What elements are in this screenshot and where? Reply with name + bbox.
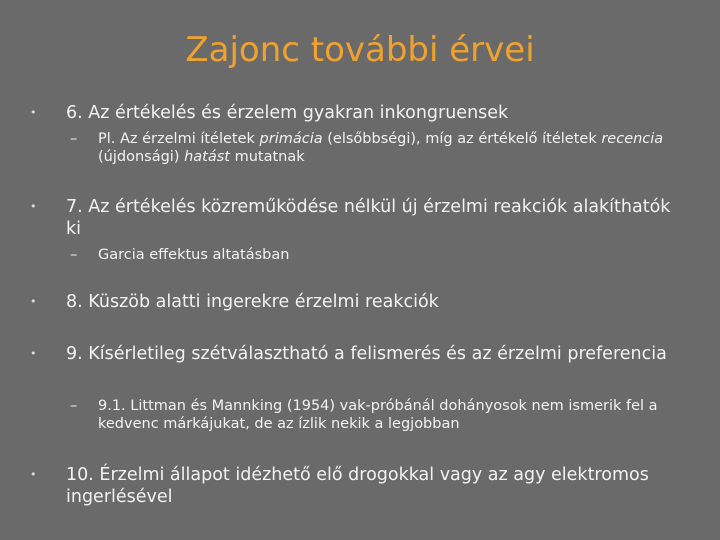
bullet-text: 10. Érzelmi állapot idézhető elő drogokkal vagy az agy elektromos ingerlésével <box>66 465 649 507</box>
bullet-item-10 <box>30 464 690 508</box>
bullet-icon: • <box>30 106 37 119</box>
sub-text: Pl. Az érzelmi ítéletek primácia (elsőbbségi), míg az értékelő ítéletek recencia (újdonsági) hatást mutatnak <box>98 131 664 165</box>
sub-item-6-1 <box>70 130 700 166</box>
bullet-icon: • <box>30 295 37 308</box>
sub-text: 9.1. Littman és Mannking (1954) vak-próbánál dohányosok nem ismerik fel a kedvenc márkájukat, de az ízlik nekik a legjobban <box>98 398 658 432</box>
dash-icon: – <box>70 247 78 263</box>
slide-title: Zajonc további érvei <box>185 30 535 70</box>
dash-icon: – <box>70 131 78 147</box>
bullet-item-7 <box>30 196 690 240</box>
bullet-text: 7. Az értékelés közreműködése nélkül új érzelmi reakciók alakíthatók ki <box>66 197 671 239</box>
bullet-text: 6. Az értékelés és érzelem gyakran inkongruensek <box>66 103 509 123</box>
bullet-icon: • <box>30 468 37 481</box>
bullet-item-9 <box>30 343 690 365</box>
bullet-icon: • <box>30 200 37 213</box>
sub-item-9-1 <box>70 397 700 433</box>
sub-item-7-1 <box>70 246 700 264</box>
bullet-text: 9. Kísérletileg szétválasztható a felismerés és az érzelmi preferencia <box>66 344 667 364</box>
dash-icon: – <box>70 398 78 414</box>
bullet-text: 8. Küszöb alatti ingerekre érzelmi reakciók <box>66 292 439 312</box>
bullet-item-6 <box>30 102 690 124</box>
sub-text: Garcia effektus altatásban <box>98 247 290 263</box>
bullet-item-8 <box>30 291 690 313</box>
bullet-icon: • <box>30 347 37 360</box>
